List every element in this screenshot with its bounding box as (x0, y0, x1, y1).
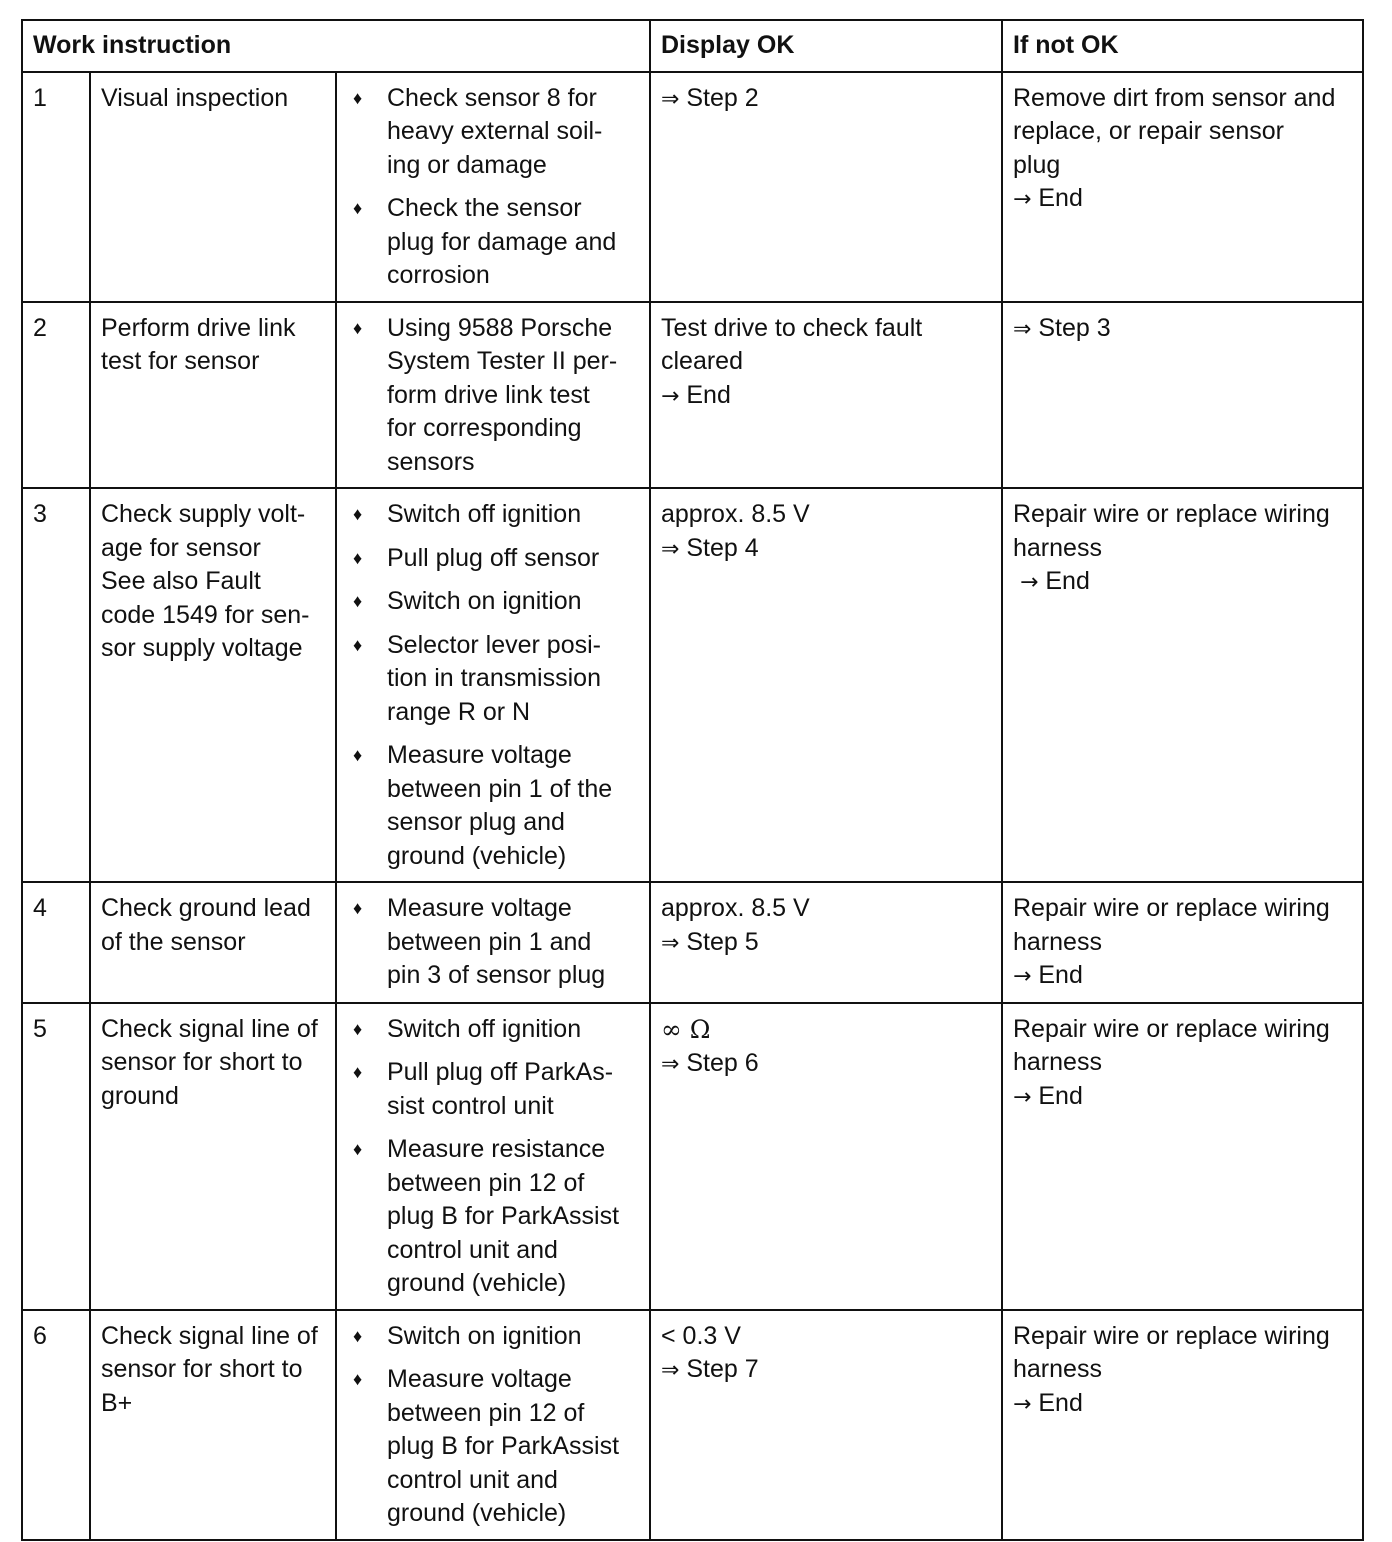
action-text: Measure voltage (387, 894, 572, 922)
action-text: sist control unit (387, 1091, 554, 1120)
diamond-bullet-icon: ♦ (353, 317, 363, 338)
action-item (347, 739, 639, 873)
display-ok-text: Test drive to check fault (661, 313, 923, 342)
action-list (347, 312, 639, 480)
work-instruction-table (21, 19, 1364, 1541)
table-row (22, 488, 1363, 882)
if-not-ok-cell (1002, 302, 1363, 489)
step-title-line: Check supply volt- (101, 500, 306, 528)
action-text: ground (vehicle) (387, 1269, 567, 1297)
if-not-ok-text: harness (1013, 927, 1102, 956)
action-text: sensors (387, 447, 475, 476)
step-actions (336, 1003, 650, 1310)
arrow-icon: → (1013, 1084, 1032, 1110)
display-ok-text: Step 7 (679, 1355, 759, 1383)
action-text: Check the sensor (387, 194, 582, 222)
diamond-bullet-icon: ♦ (353, 634, 363, 655)
arrow-icon: ⇒ (661, 1052, 680, 1077)
if-not-ok-line (1013, 149, 1352, 183)
action-item (347, 1133, 639, 1301)
diamond-bullet-icon: ♦ (353, 1139, 363, 1159)
display-ok-cell (650, 1310, 1002, 1540)
if-not-ok-cell (1002, 882, 1363, 1003)
if-not-ok-line (1013, 892, 1352, 926)
action-list (347, 1320, 639, 1531)
step-title-line: Check ground lead (101, 894, 311, 922)
action-list (347, 892, 639, 993)
action-text: Check sensor 8 for (387, 83, 597, 112)
display-ok-line (661, 892, 991, 926)
action-text: Switch off ignition (387, 500, 582, 528)
action-list (347, 82, 639, 293)
infinite-resistance-symbol: ∞ Ω (661, 1014, 711, 1044)
action-item (347, 585, 639, 619)
display-ok-text: Step 5 (679, 927, 759, 956)
display-ok-text: End (679, 380, 731, 409)
diamond-bullet-icon: ♦ (353, 87, 363, 108)
action-text: heavy external soil- (387, 117, 603, 145)
action-text: ground (vehicle) (387, 841, 567, 870)
arrow-icon: → (661, 383, 680, 409)
display-ok-cell (650, 488, 1002, 882)
display-ok-text: < 0.3 V (661, 1321, 741, 1350)
if-not-ok-line (1013, 312, 1352, 347)
if-not-ok-line (1013, 1387, 1352, 1422)
action-list (347, 498, 639, 873)
step-title-line: sensor for short to (101, 1048, 303, 1076)
diamond-bullet-icon: ♦ (353, 1062, 363, 1082)
diamond-bullet-icon: ♦ (353, 198, 363, 218)
step-title-line: Perform drive link (101, 313, 296, 342)
action-item (347, 1320, 639, 1354)
if-not-ok-line (1013, 926, 1352, 960)
arrow-icon: → (1013, 964, 1032, 989)
step-title-line: ground (101, 1081, 179, 1110)
action-text: corrosion (387, 261, 490, 289)
if-not-ok-text: harness (1013, 1355, 1102, 1383)
action-item (347, 629, 639, 730)
action-text: plug for damage and (387, 227, 617, 256)
step-title (90, 72, 336, 302)
if-not-ok-line (1013, 1046, 1352, 1080)
if-not-ok-line (1013, 82, 1352, 116)
display-ok-cell (650, 882, 1002, 1003)
if-not-ok-cell (1002, 488, 1363, 882)
if-not-ok-text: End (1031, 1388, 1083, 1417)
display-ok-text: Step 4 (679, 533, 759, 562)
action-text: form drive link test (387, 380, 590, 409)
step-title-line: sor supply voltage (101, 634, 303, 662)
arrow-icon: ⇒ (661, 930, 680, 956)
if-not-ok-cell (1002, 72, 1363, 302)
step-title-line: Check signal line of (101, 1014, 318, 1043)
if-not-ok-line (1013, 565, 1352, 600)
diamond-bullet-icon: ♦ (353, 1325, 363, 1346)
if-not-ok-line (1013, 1080, 1352, 1115)
action-text: tion in transmission (387, 664, 601, 692)
header-work-instruction: Work instruction (22, 20, 650, 72)
action-text: between pin 12 of (387, 1168, 585, 1197)
step-title-line: age for sensor (101, 533, 261, 562)
table-body (22, 72, 1363, 1540)
step-actions (336, 72, 650, 302)
if-not-ok-text: Repair wire or replace wiring (1013, 500, 1330, 528)
action-text: Measure voltage (387, 1365, 572, 1393)
step-title-line: See also Fault (101, 567, 261, 595)
display-ok-cell (650, 302, 1002, 489)
action-text: Switch on ignition (387, 1321, 582, 1350)
action-text: plug B for ParkAssist (387, 1202, 620, 1230)
step-actions (336, 488, 650, 882)
action-item (347, 1013, 639, 1047)
table-row (22, 1003, 1363, 1310)
if-not-ok-line (1013, 1353, 1352, 1387)
if-not-ok-line (1013, 498, 1352, 532)
table-row (22, 302, 1363, 489)
table-row (22, 72, 1363, 302)
diamond-bullet-icon: ♦ (353, 504, 363, 524)
action-text: Selector lever posi- (387, 630, 601, 659)
action-text: Switch on ignition (387, 587, 582, 615)
action-text: ing or damage (387, 150, 547, 179)
step-title-line: test for sensor (101, 347, 260, 375)
action-item (347, 892, 639, 993)
if-not-ok-cell (1002, 1310, 1363, 1540)
if-not-ok-text: harness (1013, 533, 1102, 562)
step-number: 3 (22, 488, 90, 882)
diamond-bullet-icon: ♦ (353, 547, 363, 568)
if-not-ok-line (1013, 115, 1352, 149)
action-item (347, 1056, 639, 1123)
if-not-ok-line (1013, 1013, 1352, 1047)
action-text: for corresponding (387, 414, 582, 442)
step-title-line: Visual inspection (101, 83, 289, 112)
action-text: sensor plug and (387, 808, 565, 836)
action-text: Measure resistance (387, 1135, 606, 1163)
header-display-ok: Display OK (650, 20, 1002, 72)
display-ok-line (661, 1353, 991, 1388)
display-ok-line (661, 532, 991, 567)
display-ok-text: Step 2 (679, 83, 759, 112)
arrow-icon: → (1013, 187, 1032, 212)
if-not-ok-text: End (1038, 567, 1090, 595)
action-text: control unit and (387, 1465, 558, 1494)
step-actions (336, 882, 650, 1003)
step-title (90, 1310, 336, 1540)
step-number: 5 (22, 1003, 90, 1310)
display-ok-line (661, 926, 991, 961)
display-ok-line (661, 1013, 991, 1048)
if-not-ok-text: Repair wire or replace wiring (1013, 1321, 1330, 1350)
action-text: Switch off ignition (387, 1014, 582, 1043)
action-item (347, 1363, 639, 1531)
if-not-ok-text: Remove dirt from sensor and (1013, 83, 1336, 112)
step-title (90, 302, 336, 489)
if-not-ok-text: Repair wire or replace wiring (1013, 1014, 1330, 1043)
table-row (22, 882, 1363, 1003)
arrow-icon: → (1013, 1391, 1032, 1417)
if-not-ok-line (1013, 959, 1352, 994)
diamond-bullet-icon: ♦ (353, 745, 363, 765)
step-actions (336, 1310, 650, 1540)
step-number: 2 (22, 302, 90, 489)
if-not-ok-text: End (1031, 184, 1083, 212)
diamond-bullet-icon: ♦ (353, 1369, 363, 1389)
action-text: control unit and (387, 1235, 558, 1264)
step-title-line: B+ (101, 1388, 133, 1417)
table-row (22, 1310, 1363, 1540)
display-ok-text: cleared (661, 347, 743, 375)
action-text: between pin 12 of (387, 1398, 585, 1427)
if-not-ok-line (1013, 532, 1352, 566)
action-item (347, 82, 639, 183)
display-ok-cell (650, 1003, 1002, 1310)
step-title (90, 1003, 336, 1310)
action-text: Using 9588 Porsche (387, 313, 613, 342)
display-ok-line (661, 379, 991, 414)
action-text: pin 3 of sensor plug (387, 961, 606, 989)
step-actions (336, 302, 650, 489)
step-number: 1 (22, 72, 90, 302)
action-text: between pin 1 of the (387, 774, 613, 803)
step-title-line: Check signal line of (101, 1321, 318, 1350)
if-not-ok-text: plug (1013, 150, 1061, 179)
action-text: Pull plug off sensor (387, 543, 600, 572)
if-not-ok-text: End (1031, 1081, 1083, 1110)
display-ok-line (661, 498, 991, 532)
display-ok-line (661, 345, 991, 379)
action-item (347, 498, 639, 532)
action-text: range R or N (387, 697, 531, 726)
step-title (90, 488, 336, 882)
display-ok-line (661, 1320, 991, 1354)
display-ok-text: Step 6 (679, 1049, 759, 1077)
display-ok-line (661, 1047, 991, 1082)
if-not-ok-line (1013, 182, 1352, 217)
arrow-icon: ⇒ (661, 86, 680, 112)
step-title-line: sensor for short to (101, 1355, 303, 1383)
action-text: Measure voltage (387, 741, 572, 769)
if-not-ok-text: End (1031, 961, 1083, 989)
if-not-ok-line (1013, 1320, 1352, 1354)
display-ok-text: approx. 8.5 V (661, 500, 810, 528)
if-not-ok-text: harness (1013, 1048, 1102, 1076)
action-item (347, 192, 639, 293)
display-ok-line (661, 312, 991, 346)
action-text: plug B for ParkAssist (387, 1432, 620, 1460)
header-row (22, 20, 1363, 72)
action-text: System Tester II per- (387, 347, 618, 375)
step-title-line: of the sensor (101, 927, 246, 956)
step-title (90, 882, 336, 1003)
step-number: 6 (22, 1310, 90, 1540)
step-number: 4 (22, 882, 90, 1003)
header-if-not-ok: If not OK (1002, 20, 1363, 72)
action-list (347, 1013, 639, 1301)
action-text: ground (vehicle) (387, 1499, 567, 1527)
action-item (347, 542, 639, 576)
action-text: between pin 1 and (387, 927, 592, 956)
diamond-bullet-icon: ♦ (353, 898, 363, 918)
diamond-bullet-icon: ♦ (353, 1018, 363, 1039)
display-ok-text: approx. 8.5 V (661, 894, 810, 922)
arrow-icon: ⇒ (661, 1358, 680, 1383)
if-not-ok-text: Repair wire or replace wiring (1013, 894, 1330, 922)
diamond-bullet-icon: ♦ (353, 591, 363, 611)
display-ok-line (661, 82, 991, 117)
action-text: Pull plug off ParkAs- (387, 1058, 614, 1086)
arrow-icon: ⇒ (1013, 316, 1032, 342)
display-ok-cell (650, 72, 1002, 302)
arrow-icon: ⇒ (661, 536, 680, 562)
arrow-icon: → (1013, 570, 1039, 595)
if-not-ok-text: replace, or repair sensor (1013, 117, 1284, 145)
if-not-ok-text: Step 3 (1031, 313, 1111, 342)
action-item (347, 312, 639, 480)
if-not-ok-cell (1002, 1003, 1363, 1310)
step-title-line: code 1549 for sen- (101, 600, 310, 629)
